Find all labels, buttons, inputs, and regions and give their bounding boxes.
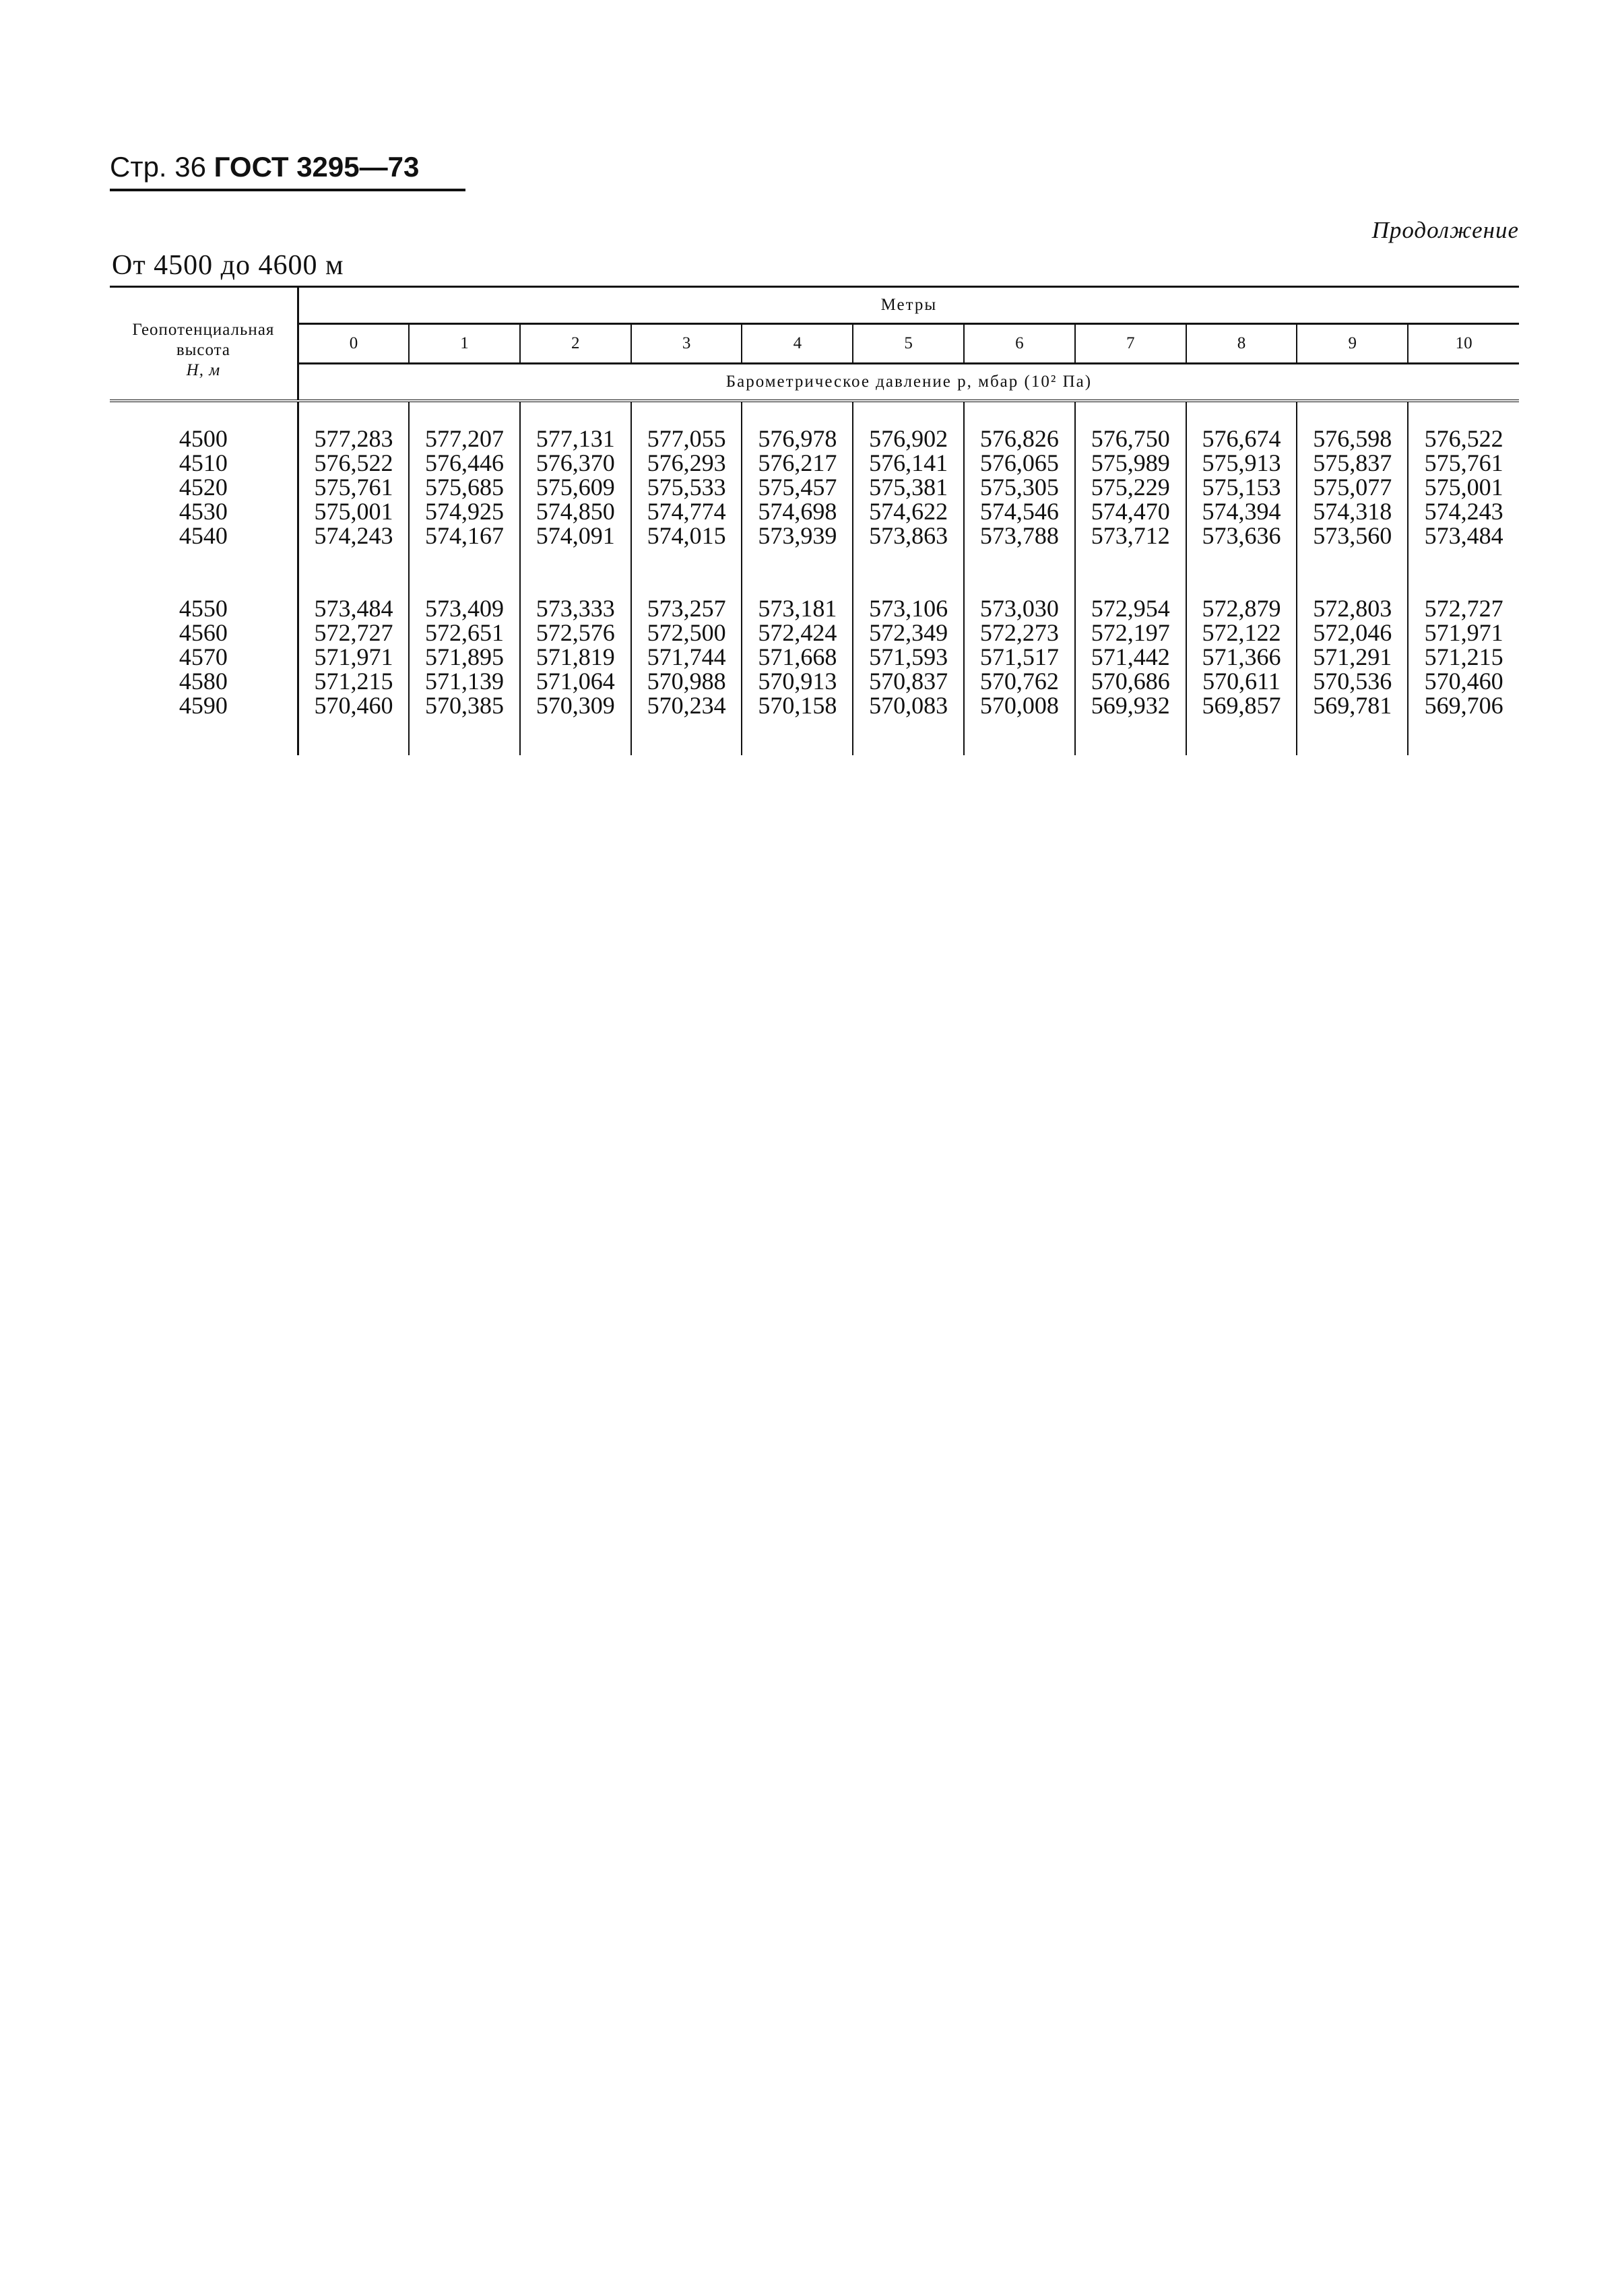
spacer-cell [1075, 401, 1186, 426]
pressure-cell: 571,744 [631, 645, 742, 669]
table-row [110, 669, 1519, 693]
pressure-cell: 570,837 [853, 669, 964, 693]
pressure-cell: 570,158 [742, 693, 853, 718]
pressure-cell: 576,065 [964, 451, 1075, 475]
height-cell: 4590 [110, 693, 298, 718]
spacer-cell [631, 401, 742, 426]
spacer-cell [742, 718, 853, 755]
column-number-row [110, 324, 1519, 364]
spacer-cell [853, 548, 964, 596]
table-row [110, 499, 1519, 523]
column-header: 0 [298, 324, 409, 364]
spacer-cell [1297, 548, 1408, 596]
pressure-cell: 572,954 [1075, 596, 1186, 620]
pressure-cell: 571,895 [409, 645, 520, 669]
pressure-cell: 577,131 [520, 426, 631, 451]
table-row [110, 475, 1519, 499]
pressure-cell: 572,046 [1297, 620, 1408, 645]
pressure-cell: 572,651 [409, 620, 520, 645]
pressure-cell: 575,381 [853, 475, 964, 499]
spacer-cell [409, 548, 520, 596]
pressure-cell: 571,819 [520, 645, 631, 669]
spacer-cell [853, 401, 964, 426]
pressure-cell: 573,863 [853, 523, 964, 548]
pressure-cell: 575,305 [964, 475, 1075, 499]
pressure-cell: 575,077 [1297, 475, 1408, 499]
spacer-cell [1408, 401, 1519, 426]
range-title: От 4500 до 4600 м [112, 250, 344, 281]
pressure-cell: 576,522 [1408, 426, 1519, 451]
pressure-cell: 569,857 [1186, 693, 1297, 718]
pressure-cell: 570,536 [1297, 669, 1408, 693]
column-header: 10 [1408, 324, 1519, 364]
spacer-cell [298, 548, 409, 596]
pressure-cell: 574,925 [409, 499, 520, 523]
pressure-cell: 574,850 [520, 499, 631, 523]
spacer-cell [1186, 718, 1297, 755]
pressure-cell: 575,913 [1186, 451, 1297, 475]
spacer-cell [1186, 401, 1297, 426]
spacer-cell [1408, 548, 1519, 596]
pressure-cell: 575,609 [520, 475, 631, 499]
spacer-cell [1297, 718, 1408, 755]
pressure-cell: 573,333 [520, 596, 631, 620]
spacer-cell [298, 401, 409, 426]
spacer-cell [409, 718, 520, 755]
table-row [110, 451, 1519, 475]
pressure-cell: 569,781 [1297, 693, 1408, 718]
height-cell: 4580 [110, 669, 298, 693]
pressure-cell: 572,727 [314, 619, 393, 646]
pressure-table [110, 286, 1519, 755]
pressure-cell: 572,576 [520, 620, 631, 645]
pressure-cell: 577,055 [631, 426, 742, 451]
spacer-cell [110, 548, 298, 596]
pressure-cell: 570,083 [853, 693, 964, 718]
pressure-cell: 569,706 [1408, 693, 1519, 718]
spacer-cell [110, 718, 298, 755]
spacer-cell [742, 548, 853, 596]
spacer-cell [964, 718, 1075, 755]
pressure-cell: 575,229 [1075, 475, 1186, 499]
pressure-cell: 571,593 [853, 645, 964, 669]
spacer-cell [1408, 718, 1519, 755]
pressure-cell: 574,243 [1408, 499, 1519, 523]
pressure-cell: 575,685 [409, 475, 520, 499]
height-cell: 4510 [110, 451, 298, 475]
column-header: 9 [1297, 324, 1408, 364]
pressure-cell: 575,989 [1075, 451, 1186, 475]
pressure-cell: 573,636 [1186, 523, 1297, 548]
height-cell: 4560 [110, 620, 298, 645]
column-header: 7 [1075, 324, 1186, 364]
pressure-cell: 576,598 [1297, 426, 1408, 451]
pressure-cell: 571,366 [1186, 645, 1297, 669]
spacer-cell [631, 548, 742, 596]
column-header: 6 [964, 324, 1075, 364]
pressure-cell: 576,293 [631, 451, 742, 475]
pressure-cell: 576,141 [853, 451, 964, 475]
pressure-cell: 572,803 [1297, 596, 1408, 620]
pressure-cell: 574,774 [631, 499, 742, 523]
pressure-cell: 574,318 [1297, 499, 1408, 523]
pressure-cell: 572,879 [1186, 596, 1297, 620]
pressure-cell: 576,370 [520, 451, 631, 475]
pressure-cell: 577,207 [409, 426, 520, 451]
pressure-cell: 573,409 [409, 596, 520, 620]
spacer-cell [409, 401, 520, 426]
pressure-cell: 574,091 [520, 523, 631, 548]
pressure-cell: 575,001 [314, 498, 393, 525]
pressure-cell: 574,698 [742, 499, 853, 523]
meters-header: Метры [298, 288, 1519, 324]
pressure-cell: 573,788 [964, 523, 1075, 548]
pressure-cell: 574,167 [409, 523, 520, 548]
spacer-cell [520, 401, 631, 426]
spacer-cell [1075, 548, 1186, 596]
pressure-cell: 576,902 [853, 426, 964, 451]
pressure-cell: 569,932 [1075, 693, 1186, 718]
pressure-cell: 571,668 [742, 645, 853, 669]
pressure-cell: 572,273 [964, 620, 1075, 645]
pressure-cell: 573,484 [314, 595, 393, 622]
pressure-cell: 571,215 [314, 668, 393, 695]
height-cell: 4520 [110, 475, 298, 499]
height-cell: 4530 [110, 499, 298, 523]
pressure-cell: 574,394 [1186, 499, 1297, 523]
pressure-cell: 570,762 [964, 669, 1075, 693]
pressure-cell: 570,385 [409, 693, 520, 718]
pressure-cell: 571,971 [314, 643, 393, 670]
pressure-cell: 575,761 [314, 474, 393, 501]
pressure-cell: 576,674 [1186, 426, 1297, 451]
pressure-cell: 570,309 [520, 693, 631, 718]
spacer-cell [1075, 718, 1186, 755]
spacer-cell [631, 718, 742, 755]
pressure-cell: 575,153 [1186, 475, 1297, 499]
pressure-cell: 575,457 [742, 475, 853, 499]
pressure-cell: 570,988 [631, 669, 742, 693]
pressure-cell: 573,484 [1408, 523, 1519, 548]
pressure-cell: 570,913 [742, 669, 853, 693]
pressure-cell: 570,460 [1408, 669, 1519, 693]
pressure-cell: 575,837 [1297, 451, 1408, 475]
pressure-cell: 571,442 [1075, 645, 1186, 669]
height-header-line1: Геопотенциальная [132, 321, 275, 339]
table-row [110, 645, 1519, 669]
table-row [110, 596, 1519, 620]
column-header: 1 [409, 324, 520, 364]
pressure-cell: 577,283 [314, 425, 393, 452]
column-header: 5 [853, 324, 964, 364]
spacer-cell [520, 718, 631, 755]
table-row [110, 426, 1519, 451]
pressure-header: Барометрическое давление p, мбар (10² Па) [298, 364, 1519, 402]
spacer-row [110, 401, 1519, 426]
page-header [110, 150, 465, 191]
spacer-cell [1297, 401, 1408, 426]
table-row [110, 693, 1519, 718]
pressure-cell: 573,257 [631, 596, 742, 620]
spacer-cell [1186, 548, 1297, 596]
height-cell: 4550 [110, 596, 298, 620]
column-header: 2 [520, 324, 631, 364]
pressure-cell: 576,978 [742, 426, 853, 451]
spacer-cell [964, 548, 1075, 596]
pressure-cell: 573,939 [742, 523, 853, 548]
column-header: 3 [631, 324, 742, 364]
pressure-cell: 572,424 [742, 620, 853, 645]
height-column-header [110, 288, 298, 401]
pressure-cell: 573,712 [1075, 523, 1186, 548]
pressure-cell: 570,460 [314, 692, 393, 719]
page-number: Стр. 36 [110, 151, 206, 183]
pressure-cell: 574,015 [631, 523, 742, 548]
pressure-cell: 576,446 [409, 451, 520, 475]
pressure-cell: 572,500 [631, 620, 742, 645]
pressure-cell: 575,533 [631, 475, 742, 499]
pressure-cell: 570,008 [964, 693, 1075, 718]
standard-number: ГОСТ 3295—73 [214, 151, 420, 183]
height-cell: 4540 [110, 523, 298, 548]
pressure-cell: 574,622 [853, 499, 964, 523]
pressure-cell: 571,139 [409, 669, 520, 693]
pressure-cell: 573,181 [742, 596, 853, 620]
spacer-cell [742, 401, 853, 426]
pressure-cell: 573,106 [853, 596, 964, 620]
pressure-cell: 571,215 [1408, 645, 1519, 669]
pressure-cell: 574,470 [1075, 499, 1186, 523]
column-header: 8 [1186, 324, 1297, 364]
spacer-cell [853, 718, 964, 755]
pressure-cell: 576,826 [964, 426, 1075, 451]
pressure-cell: 572,122 [1186, 620, 1297, 645]
height-cell: 4500 [110, 426, 298, 451]
column-header: 4 [742, 324, 853, 364]
spacer-cell [298, 718, 409, 755]
height-cell: 4570 [110, 645, 298, 669]
spacer-cell [520, 548, 631, 596]
pressure-cell: 570,686 [1075, 669, 1186, 693]
spacer-row [110, 548, 1519, 596]
table-header [110, 287, 1519, 402]
pressure-cell: 572,727 [1408, 596, 1519, 620]
pressure-cell: 573,030 [964, 596, 1075, 620]
height-header-line3: H, м [186, 361, 221, 379]
spacer-cell [110, 401, 298, 426]
table-body [110, 401, 1519, 755]
pressure-cell: 571,517 [964, 645, 1075, 669]
pressure-cell: 572,197 [1075, 620, 1186, 645]
pressure-cell: 572,349 [853, 620, 964, 645]
pressure-cell: 576,750 [1075, 426, 1186, 451]
pressure-cell: 575,761 [1408, 451, 1519, 475]
table-row [110, 523, 1519, 548]
spacer-row [110, 718, 1519, 755]
pressure-cell: 570,234 [631, 693, 742, 718]
pressure-cell: 574,546 [964, 499, 1075, 523]
continuation-label: Продолжение [1371, 217, 1519, 243]
pressure-cell: 571,291 [1297, 645, 1408, 669]
pressure-cell: 574,243 [314, 522, 393, 549]
height-header-line2: высота [176, 341, 231, 359]
pressure-cell: 576,217 [742, 451, 853, 475]
pressure-cell: 573,560 [1297, 523, 1408, 548]
pressure-cell: 570,611 [1186, 669, 1297, 693]
table-row [110, 620, 1519, 645]
pressure-cell: 575,001 [1408, 475, 1519, 499]
spacer-cell [964, 401, 1075, 426]
pressure-cell: 576,522 [314, 449, 393, 476]
pressure-cell: 571,064 [520, 669, 631, 693]
pressure-table-container [110, 286, 1519, 755]
pressure-cell: 571,971 [1408, 620, 1519, 645]
